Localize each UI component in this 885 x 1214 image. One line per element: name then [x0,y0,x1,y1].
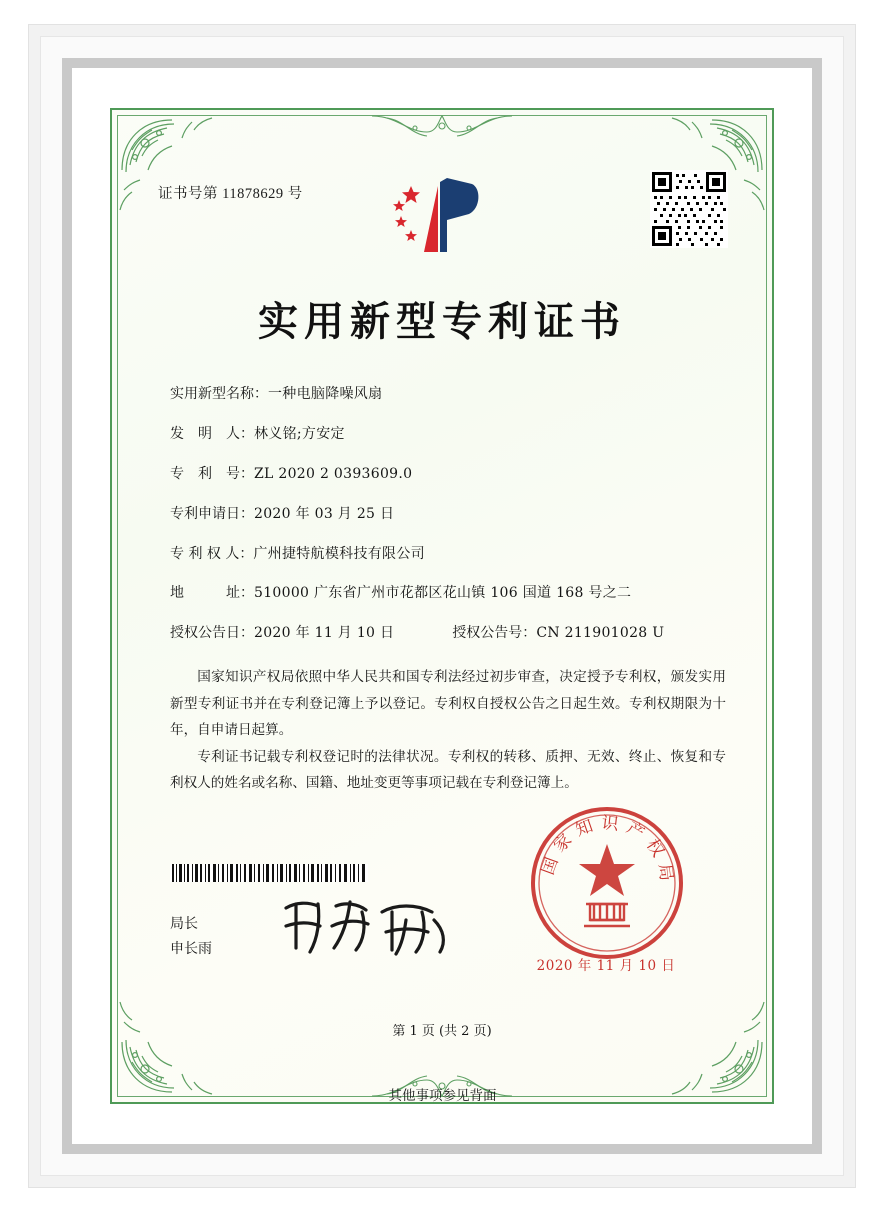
certificate-content [156,164,728,1054]
handwritten-signature [274,890,464,962]
seal-date: 2020 年 11 月 10 日 [536,958,676,974]
field-label: 专 利 号： [170,465,254,482]
director-title: 局长 [170,916,198,932]
field-label: 专利申请日： [170,505,254,522]
page-indicator: 第 1 页 (共 2 页) [392,1024,492,1039]
field-label: 实用新型名称： [170,386,268,402]
field-value: ZL 2020 2 0393609.0 [254,465,413,482]
qr-code [650,170,728,248]
field-list [156,385,728,643]
field-patent-number [170,465,728,484]
grant-number-value: CN 211901028 U [536,625,665,642]
director-block [170,912,212,961]
grant-date-value: 2020 年 11 月 10 日 [254,625,395,642]
certificate-number: 证书号第 11878629 号 [158,186,303,202]
field-value: 510000 广东省广州市花都区花山镇 106 国道 168 号之二 [254,585,632,602]
grant-number-label: 授权公告号： [452,625,537,642]
field-inventor [170,425,728,444]
director-name: 申长雨 [170,940,212,957]
paragraph-one: 国家知识产权局依照中华人民共和国专利法经过初步审查，决定授予专利权，颁发实用新型专利证书并在专利登记簿上予以登记。专利权自授权公告之日起生效。专利权期限为十年，自申请日起算。 [170,669,726,739]
seal-arc-text: 国家知识产权局 [538,813,677,889]
field-value: 广州捷特航模科技有限公司 [253,545,425,562]
official-seal [528,804,686,962]
field-label: 地 址： [170,585,254,602]
footnote: 其他事项参见背面 [388,1088,497,1104]
field-grant-row [170,624,728,643]
grant-date-label: 授权公告日： [170,625,254,642]
header-row [156,164,728,284]
field-label: 专 利 权 人： [170,545,254,562]
cnipa-logo-icon [377,164,507,260]
field-label: 发 明 人： [170,425,254,442]
certificate-sheet [110,108,774,1104]
field-utility-model-name [170,385,728,404]
field-address [170,584,728,603]
field-value: 2020 年 03 月 25 日 [254,505,395,522]
field-application-date [170,505,728,524]
field-value: 一种电脑降噪风扇 [268,386,383,402]
field-patentee [170,545,728,564]
field-value: 林义铭;方安定 [254,425,345,442]
page-title: 实用新型专利证书 [258,298,626,345]
barcode [170,864,368,882]
paragraph-two: 专利证书记载专利权登记时的法律状况。专利权的转移、质押、无效、终止、恢复和专利权人的姓名或名称、国籍、地址变更等事项记载在专利登记簿上。 [170,748,726,792]
